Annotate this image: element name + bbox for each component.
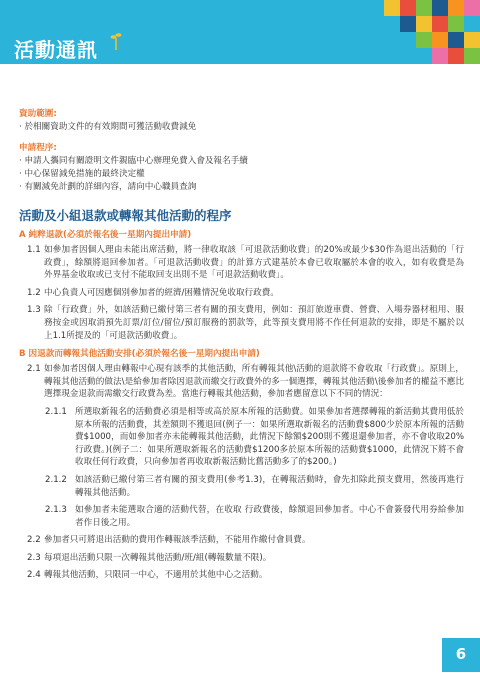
- subsection-b-heading: B 因退款而轉報其他活動安排(必須於報名後一星期內提出申請): [19, 349, 260, 360]
- item-number: 2.1: [27, 364, 41, 375]
- page-number-badge: [442, 638, 480, 672]
- item-text: 如該活動已繳付第三者有關的預支費用(參考1.3)，在轉報活動時，會先扣除此預支費用，然後再進行轉報其他活動。: [75, 474, 464, 498]
- application-item: ‧ 申請人攜同有關證明文件親臨中心辦理免費入會及報名手續: [19, 156, 248, 166]
- item-number: 2.1.3: [45, 505, 67, 516]
- mosaic-decoration: [384, 0, 480, 64]
- list-item: [19, 552, 464, 565]
- application-item: ‧ 中心保留減免措施的最終決定權: [19, 169, 145, 179]
- funding-item: ‧ 於相關資助文件的有效期間可獲活動收費減免: [19, 122, 197, 132]
- item-text: 每項退出活動只限一次轉報其他活動/班/組(轉報數量不限)。: [44, 552, 272, 563]
- subsection-a-heading: A 純粹退款(必須於報名後一星期內提出申請): [19, 230, 192, 240]
- main-content: [19, 108, 464, 587]
- item-text: 所選取新報名的活動費必須是相等或高於原本所報的活動費。如果參加者選擇轉報的新活動其費用低於原本所報的活動費，其差額則不獲退回(例子一：如果所選取新報名的活動費$800少於原本所報的活動費$1000，而如參加者亦未能轉報其他活動，此情況下餘額$200則不獲退還參加者，亦不會收取20%行政費。)(例子二：如果所選取新報名的活動費$1200多於原本所報的活動費$1000，此情況下將不會收取任何行政費，只向參加者再收取新報活動比舊活動多了的$200。): [75, 406, 464, 468]
- funding-label: 資助範圍:: [19, 109, 57, 119]
- page-number: 6: [455, 645, 467, 663]
- item-number: 2.4: [27, 570, 41, 581]
- item-number: 1.1: [27, 245, 41, 255]
- sprout-icon: [110, 30, 122, 50]
- funding-block: [19, 108, 464, 134]
- application-label: 申請程序:: [19, 143, 57, 153]
- sub-list-item: [19, 474, 464, 499]
- list-item: [19, 304, 464, 342]
- list-item: [19, 287, 464, 300]
- item-number: 2.1.2: [45, 474, 67, 485]
- list-item: [19, 244, 464, 282]
- sub-list-item: [19, 406, 464, 469]
- application-item: ‧ 有關減免計劃的詳細內容，請向中心職員查詢: [19, 182, 197, 192]
- item-text: 參加者只可將退出活動的費用作轉報該季活動，不能用作繳付會員費。: [44, 535, 311, 546]
- item-text: 如參加者因個人理由未能出席活動，將一律收取該「可退款活動收費」的20%或最少$30作為退出活動的「行政費」，餘額將退回參加者。「可退款活動收費」的計算方式建基於本會已收取屬於本會的收入，如有收費是為外界基金收取或已支付不能取回支出則不是「可退款活動收費」。: [44, 245, 464, 281]
- item-text: 除「行政費」外，如該活動已繳付第三者有關的預支費用，例如：預訂旅遊車費、營費、入場券器材租用、服務按金或因取消預先訂票/訂位/留位/預訂服務的罰款等，此等預支費用將不作任何退款的安排，即是不屬於以上1.1所提及的「可退款活動收費」。: [44, 305, 464, 341]
- header-title: 活動通訊: [14, 38, 98, 62]
- item-number: 2.1.1: [45, 406, 67, 417]
- sub-list-item: [19, 504, 464, 529]
- item-number: 2.2: [27, 535, 41, 546]
- item-number: 1.2: [27, 287, 41, 298]
- item-text: 如參加者因個人理由轉報中心現有該季的其他活動，所有轉報其他\活動的退款將不會收取「行政費」。原則上，轉報其他活動的做法\是給參加者除因退款而繳交行政費外的多一個選擇，轉報其他活動\後參加者的權益不應比選擇現金退款而需繳交行政費為差。當進行轉報其他活動，參加者應留意以下不同的情況：: [44, 364, 464, 400]
- list-item: [19, 534, 464, 547]
- item-text: 如參加者未能選取合適的活動代替，在收取 行政費後，餘額退回參加者。中心不會簽發代用券給參加者作日後之用。: [75, 505, 464, 528]
- item-text: 中心負責人可因應個別參加者的經濟/困難情況免收取行政費。: [44, 287, 279, 298]
- item-number: 1.3: [27, 305, 41, 316]
- list-item: [19, 569, 464, 582]
- item-number: 2.3: [27, 552, 41, 563]
- section-title: 活動及小組退款或轉報其他活動的程序: [19, 208, 232, 223]
- page-header: [0, 0, 480, 64]
- list-item: [19, 363, 464, 401]
- item-text: 轉報其他活動，只限同一中心，不適用於其他中心之活動。: [44, 570, 268, 581]
- application-block: [19, 142, 464, 194]
